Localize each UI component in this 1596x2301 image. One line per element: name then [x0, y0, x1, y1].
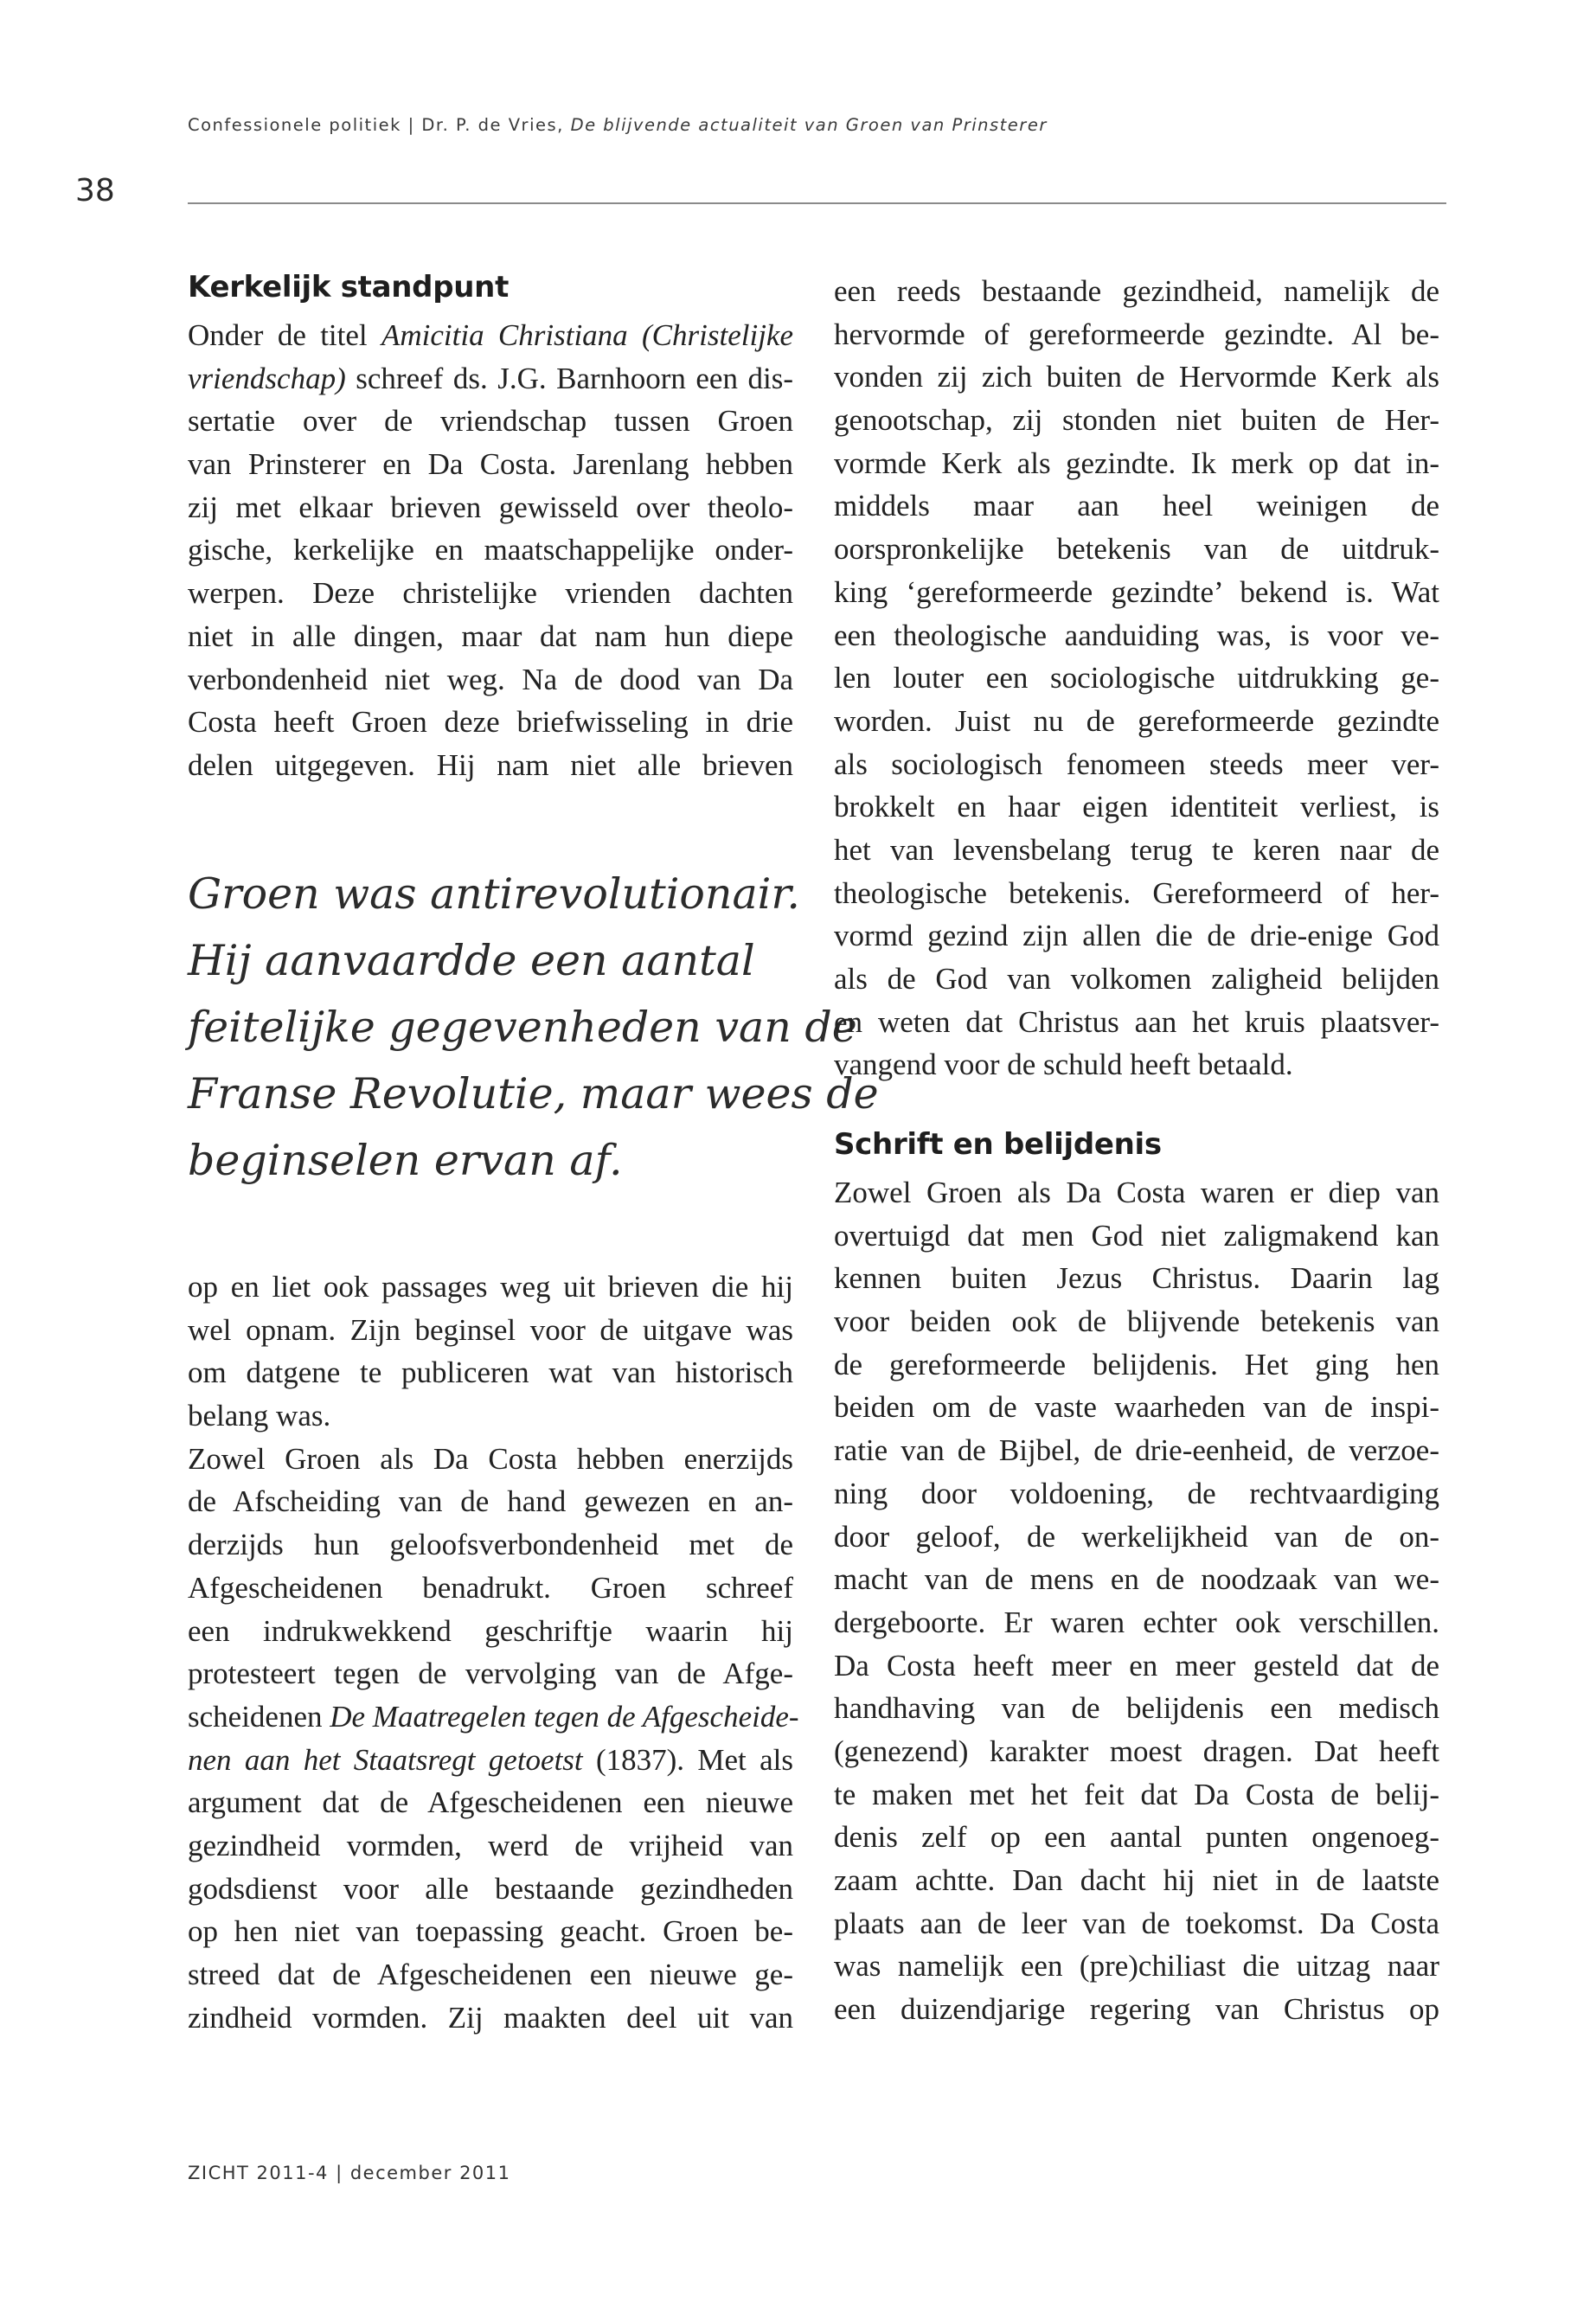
text-line: beiden om de vaste waarheden van de inspi- [834, 1390, 1439, 1425]
text-line: gische, kerkelijke en maatschappelijke onder- [188, 533, 793, 567]
text-line: verbondenheid niet weg. Na de dood van Da [188, 662, 793, 696]
text-line: zij met elkaar brieven gewisseld over theolo- [188, 490, 793, 524]
text-line: de Afscheiding van de hand gewezen en an- [188, 1484, 793, 1519]
text-line: van Prinsterer en Da Costa. Jarenlang hebben [188, 447, 793, 482]
text-line: vormd gezind zijn allen die de drie-enige God [834, 919, 1439, 953]
text-line: Costa heeft Groen deze briefwisseling in drie [188, 705, 793, 740]
text-line: gezindheid vormden, werd de vrijheid van [188, 1828, 793, 1862]
text-line: ning door voldoening, de rechtvaardiging [834, 1476, 1439, 1510]
left-column-bottom [188, 1266, 799, 2039]
text-line: streed dat de Afgescheidenen een nieuwe ge- [188, 1958, 793, 1991]
text-line: (genezend) karakter moest dragen. Dat heeft [834, 1734, 1439, 1768]
text-line: overtuigd dat men God niet zaligmakend kan [834, 1218, 1439, 1253]
text-line: te maken met het feit dat Da Costa de belij- [834, 1777, 1439, 1811]
text-line: Zowel Groen als Da Costa waren er diep van [834, 1176, 1439, 1209]
text-line: king ‘gereformeerde gezindte’ bekend is. Wat [834, 574, 1439, 609]
running-head-separator: | [407, 115, 422, 135]
text-line: ratie van de Bijbel, de drie-eenheid, de verzoe- [834, 1433, 1439, 1468]
page-number: 38 [75, 173, 115, 208]
text-line: nen aan het Staatsregt getoetst (1837). Met als [188, 1742, 793, 1777]
text-line: en weten dat Christus aan het kruis plaatsver- [834, 1004, 1439, 1039]
text-line: vonden zij zich buiten de Hervormde Kerk als [834, 360, 1439, 394]
pull-quote-line: feitelijke gegevenheden van de [188, 1003, 857, 1052]
text-line: voor beiden ook de blijvende betekenis van [834, 1304, 1439, 1339]
text-line: theologische betekenis. Gereformeerd of her- [834, 875, 1439, 910]
section-heading-kerkelijk-standpunt: Kerkelijk standpunt [188, 270, 510, 304]
text-line: zindheid vormden. Zij maakten deel uit van [188, 2000, 793, 2035]
text-line: handhaving van de belijdenis een medisch [834, 1691, 1439, 1726]
text-line: als sociologisch fenomeen steeds meer ver- [834, 747, 1439, 781]
text-line: een indrukwekkend geschriftje waarin hij [188, 1613, 793, 1648]
text-line: wel opnam. Zijn beginsel voor de uitgave was [188, 1312, 793, 1347]
text-line: denis zelf op een aantal punten ongenoeg- [834, 1820, 1439, 1855]
text-line: Onder de titel Amicitia Christiana (Christelijke [188, 318, 793, 352]
text-line: godsdienst voor alle bestaande gezindheden [188, 1871, 793, 1906]
text-line: len louter een sociologische uitdrukking ge- [834, 661, 1439, 695]
text-line: macht van de mens en de noodzaak van we- [834, 1562, 1439, 1597]
text-line: als de God van volkomen zaligheid belijden [834, 962, 1439, 996]
text-line: Da Costa heeft meer en meer gesteld dat de [834, 1648, 1439, 1682]
text-line: genootschap, zij stonden niet buiten de Her- [834, 403, 1439, 438]
text-line: door geloof, de werkelijkheid van de on- [834, 1519, 1439, 1554]
text-line: plaats aan de leer van de toekomst. Da Costa [834, 1906, 1439, 1940]
pull-quote [188, 861, 879, 1194]
section-heading-schrift-en-belijdenis: Schrift en belijdenis [834, 1127, 1162, 1162]
text-line: hervormde of gereformeerde gezindte. Al be- [834, 317, 1439, 351]
pull-quote-line: Groen was antirevolutionair. [188, 869, 800, 919]
text-line: oorspronkelijke betekenis van de uitdruk- [834, 532, 1439, 567]
text-line: vormde Kerk als gezindte. Ik merk op dat in- [834, 445, 1439, 480]
header-rule [188, 202, 1446, 204]
text-line: sertatie over de vriendschap tussen Groen [188, 404, 793, 439]
text-line: op en liet ook passages weg uit brieven die hij [188, 1270, 793, 1304]
pull-quote-line: Franse Revolutie, maar wees de [188, 1069, 879, 1118]
text-line: werpen. Deze christelijke vrienden dachten [188, 576, 793, 611]
text-line: de gereformeerde belijdenis. Het ging hen [834, 1347, 1439, 1381]
text-line: derzijds hun geloofsverbondenheid met de [188, 1528, 793, 1562]
text-line: vangend voor de schuld heeft betaald. [834, 1048, 1293, 1082]
text-line: kennen buiten Jezus Christus. Daarin lag [834, 1261, 1439, 1296]
text-line: middels maar aan heel weinigen de [834, 489, 1439, 523]
text-line: een reeds bestaande gezindheid, namelijk de [834, 274, 1439, 308]
text-line: brokkelt en haar eigen identiteit verliest, is [834, 790, 1439, 824]
text-line: Afgescheidenen benadrukt. Groen schreef [188, 1570, 793, 1605]
left-column-top [188, 314, 793, 787]
running-head-author: Dr. P. de Vries, [421, 115, 564, 135]
text-line: protesteert tegen de vervolging van de Afge- [188, 1657, 793, 1691]
running-head-section: Confessionele politiek [188, 115, 401, 135]
text-line: op hen niet van toepassing geacht. Groen be- [188, 1914, 793, 1949]
text-line: om datgene te publiceren wat van historisch [188, 1356, 793, 1390]
text-line: worden. Juist nu de gereformeerde gezindte [834, 703, 1439, 738]
footer-issue-info: ZICHT 2011-4 | december 2011 [188, 2163, 511, 2183]
running-head [188, 115, 1048, 135]
text-line: zaam achtte. Dan dacht hij niet in de laatste [834, 1863, 1439, 1897]
text-line: niet in alle dingen, maar dat nam hun diepe [188, 619, 793, 653]
text-line: belang was. [188, 1399, 331, 1433]
text-line: scheidenen De Maatregelen tegen de Afgescheide- [188, 1699, 799, 1734]
text-line: een duizendjarige regering van Christus op [834, 1992, 1439, 2027]
text-line: Zowel Groen als Da Costa hebben enerzijds [188, 1441, 793, 1476]
text-line: vriendschap) schreef ds. J.G. Barnhoorn een dis- [188, 361, 793, 395]
text-line: delen uitgegeven. Hij nam niet alle brieven [188, 747, 793, 782]
text-line: het van levensbelang terug te keren naar de [834, 832, 1439, 867]
right-column-bottom [834, 1171, 1439, 2031]
pull-quote-line: Hij aanvaardde een aantal [188, 936, 755, 985]
pull-quote-line: beginselen ervan af. [188, 1136, 623, 1185]
text-line: een theologische aanduiding was, is voor ve- [834, 618, 1439, 652]
right-column-top [834, 270, 1439, 1086]
running-head-title: De blijvende actualiteit van Groen van Prinsterer [570, 115, 1048, 135]
text-line: dergeboorte. Er waren echter ook verschillen. [834, 1605, 1439, 1639]
text-line: argument dat de Afgescheidenen een nieuwe [188, 1785, 793, 1820]
text-line: was namelijk een (pre)chiliast die uitzag naar [834, 1949, 1439, 1984]
